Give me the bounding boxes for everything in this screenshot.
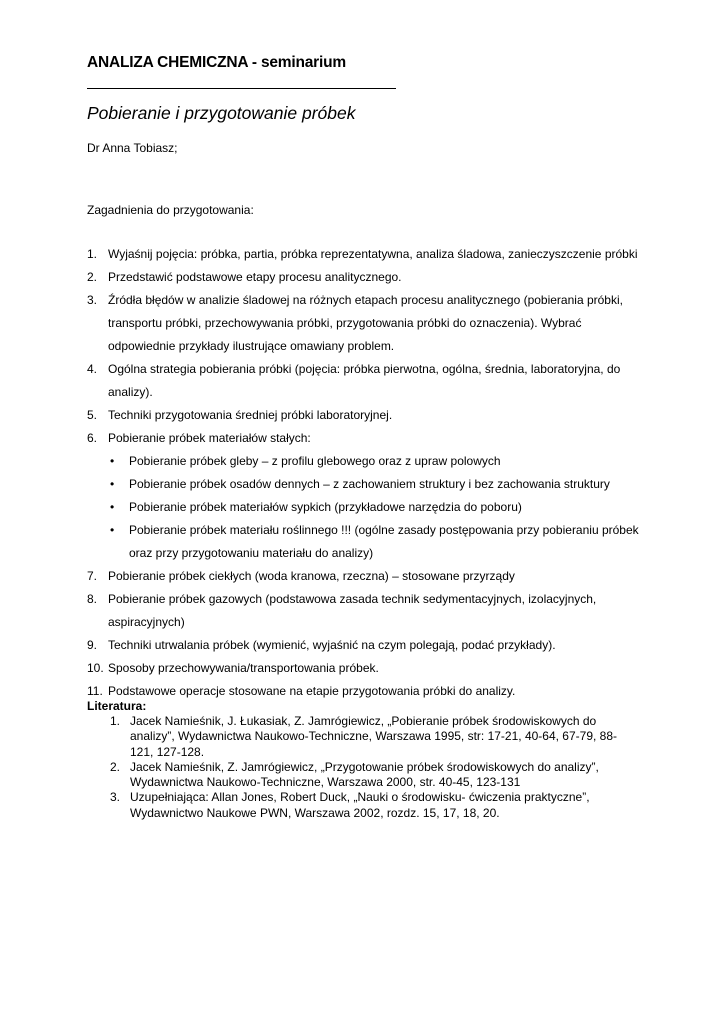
task-number: 8. <box>87 592 98 606</box>
reference-item <box>110 760 640 791</box>
bullet-icon: • <box>110 500 115 514</box>
reference-item <box>110 714 640 760</box>
task-text: Ogólna strategia pobierania próbki (pojęcia: próbka pierwotna, ogólna, średnia, laboratoryjna, do analizy). <box>108 362 621 399</box>
sub-list-item <box>108 473 647 496</box>
sub-item-text: Pobieranie próbek osadów dennych – z zachowaniem struktury i bez zachowania struktury <box>129 477 610 491</box>
sub-item-text: Pobieranie próbek gleby – z profilu glebowego oraz z upraw polowych <box>129 454 501 468</box>
title-underline <box>87 88 396 89</box>
task-number: 2. <box>87 270 98 284</box>
task-text: Techniki przygotowania średniej próbki laboratoryjnej. <box>108 408 393 422</box>
sub-item-text: Pobieranie próbek materiału roślinnego !!! (ogólne zasady postępowania przy pobieraniu próbek oraz przy przygotowaniu materiału do analizy) <box>129 523 639 560</box>
literature-heading: Literatura: <box>87 699 147 713</box>
task-number: 7. <box>87 569 98 583</box>
task-number: 10. <box>87 661 104 675</box>
reference-list <box>110 714 640 821</box>
task-list <box>87 243 647 703</box>
task-number: 5. <box>87 408 98 422</box>
section-intro: Zagadnienia do przygotowania: <box>87 203 254 217</box>
sub-list-item <box>108 519 647 565</box>
task-text: Sposoby przechowywania/transportowania próbek. <box>108 661 379 675</box>
task-item <box>87 358 647 404</box>
task-number: 4. <box>87 362 98 376</box>
task-number: 9. <box>87 638 98 652</box>
sub-list-item <box>108 450 647 473</box>
bullet-icon: • <box>110 477 115 491</box>
task-item <box>87 243 647 266</box>
document-title: ANALIZA CHEMICZNA - seminarium <box>87 54 346 71</box>
reference-number: 3. <box>110 790 121 805</box>
task-text: Pobieranie próbek materiałów stałych: <box>108 431 311 445</box>
task-text: Podstawowe operacje stosowane na etapie przygotowania próbki do analizy. <box>108 684 516 698</box>
reference-text: Uzupełniająca: Allan Jones, Robert Duck, „Nauki o środowisku- ćwiczenia praktyczne”, Wydawnictwo Naukowe PWN, Warszawa 2002, rozdz. 15, 17, 18, 20. <box>130 790 590 820</box>
task-number: 6. <box>87 431 98 445</box>
reference-text: Jacek Namieśnik, Z. Jamrógiewicz, „Przygotowanie próbek środowiskowych do analizy”, Wydawnictwa Naukowo-Techniczne, Warszawa 2000, str. 40-45, 123-131 <box>130 759 599 790</box>
task-item <box>87 680 647 703</box>
reference-number: 1. <box>110 714 121 728</box>
document-subtitle: Pobieranie i przygotowanie próbek <box>87 103 356 123</box>
task-text: Pobieranie próbek gazowych (podstawowa zasada technik sedymentacyjnych, izolacyjnych, aspiracyjnych) <box>108 592 597 629</box>
sub-list-item <box>108 496 647 519</box>
bullet-icon: • <box>110 454 115 468</box>
author-line: Dr Anna Tobiasz; <box>87 141 178 155</box>
task-item <box>87 289 647 358</box>
reference-item <box>110 790 640 821</box>
task-item <box>87 565 647 588</box>
task-text: Wyjaśnij pojęcia: próbka, partia, próbka reprezentatywna, analiza śladowa, zanieczyszczenie próbki <box>108 247 638 261</box>
task-text: Techniki utrwalania próbek (wymienić, wyjaśnić na czym polegają, podać przykłady). <box>108 638 556 652</box>
task-item <box>87 427 647 565</box>
reference-number: 2. <box>110 759 121 774</box>
sub-item-text: Pobieranie próbek materiałów sypkich (przykładowe narzędzia do poboru) <box>129 500 522 514</box>
bullet-icon: • <box>110 523 115 537</box>
task-item <box>87 657 647 680</box>
task-text: Pobieranie próbek ciekłych (woda kranowa, rzeczna) – stosowane przyrządy <box>108 569 515 583</box>
task-item <box>87 588 647 634</box>
task-item <box>87 266 647 289</box>
task-number: 1. <box>87 247 98 261</box>
task-text: Źródła błędów w analizie śladowej na różnych etapach procesu analitycznego (pobierania próbki, transportu próbki, przechowywania próbki, przygotowania próbki do oznaczenia). Wybrać odpowiednie przykłady ilustrujące omawiany problem. <box>108 293 623 353</box>
task-item <box>87 634 647 657</box>
task-item <box>87 404 647 427</box>
sub-list <box>108 450 647 565</box>
task-number: 11. <box>87 684 103 698</box>
reference-text: Jacek Namieśnik, J. Łukasiak, Z. Jamrógiewicz, „Pobieranie próbek środowiskowych do analizy”, Wydawnictwa Naukowo-Techniczne, Warszawa 1995, str: 17-21, 40-64, 67-79, 88-121, 127-128. <box>130 714 618 759</box>
task-number: 3. <box>87 293 98 307</box>
task-text: Przedstawić podstawowe etapy procesu analitycznego. <box>108 270 402 284</box>
